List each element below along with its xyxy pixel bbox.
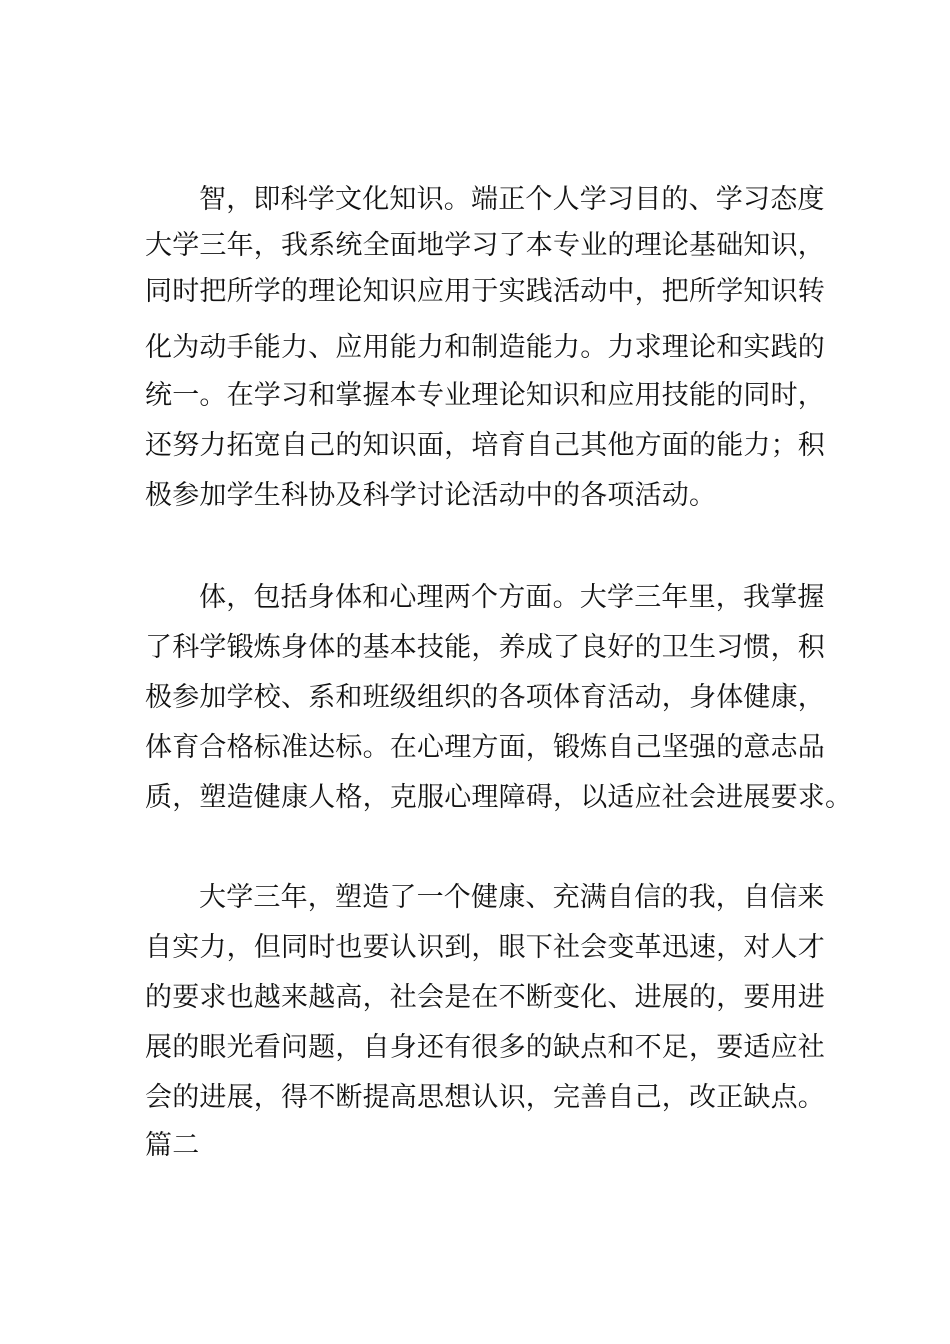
paragraph-line: 智，即科学文化知识。端正个人学习目的、学习态度: [199, 184, 825, 215]
paragraph-line: 展的眼光看问题，自身还有很多的缺点和不足，要适应社: [145, 1032, 825, 1063]
paragraph-line: 的要求也越来越高，社会是在不断变化、进展的，要用进: [145, 982, 825, 1013]
paragraph-line: 了科学锻炼身体的基本技能，养成了良好的卫生习惯，积: [145, 632, 825, 663]
paragraph-line: 极参加学校、系和班级组织的各项体育活动，身体健康，: [145, 682, 825, 713]
paragraph-line: 大学三年，塑造了一个健康、充满自信的我，自信来: [199, 882, 825, 913]
section-heading: 篇二: [145, 1130, 200, 1161]
paragraph-line: 自实力，但同时也要认识到，眼下社会变革迅速，对人才: [145, 932, 825, 963]
paragraph-line: 会的进展，得不断提高思想认识，完善自己，改正缺点。: [145, 1082, 825, 1113]
paragraph-line: 体育合格标准达标。在心理方面，锻炼自己坚强的意志品: [145, 732, 825, 763]
paragraph-line: 还努力拓宽自己的知识面，培育自己其他方面的能力；积: [145, 430, 825, 461]
paragraph-line: 质，塑造健康人格，克服心理障碍，以适应社会进展要求。: [145, 782, 853, 813]
paragraph-line: 体，包括身体和心理两个方面。大学三年里，我掌握: [199, 582, 825, 613]
paragraph-line: 同时把所学的理论知识应用于实践活动中，把所学知识转: [145, 276, 825, 307]
paragraph-line: 统一。在学习和掌握本专业理论知识和应用技能的同时，: [145, 380, 825, 411]
paragraph-line: 化为动手能力、应用能力和制造能力。力求理论和实践的: [145, 332, 825, 363]
paragraph-line: 极参加学生科协及科学讨论活动中的各项活动。: [145, 480, 717, 511]
paragraph-line: 大学三年，我系统全面地学习了本专业的理论基础知识，: [145, 230, 825, 261]
